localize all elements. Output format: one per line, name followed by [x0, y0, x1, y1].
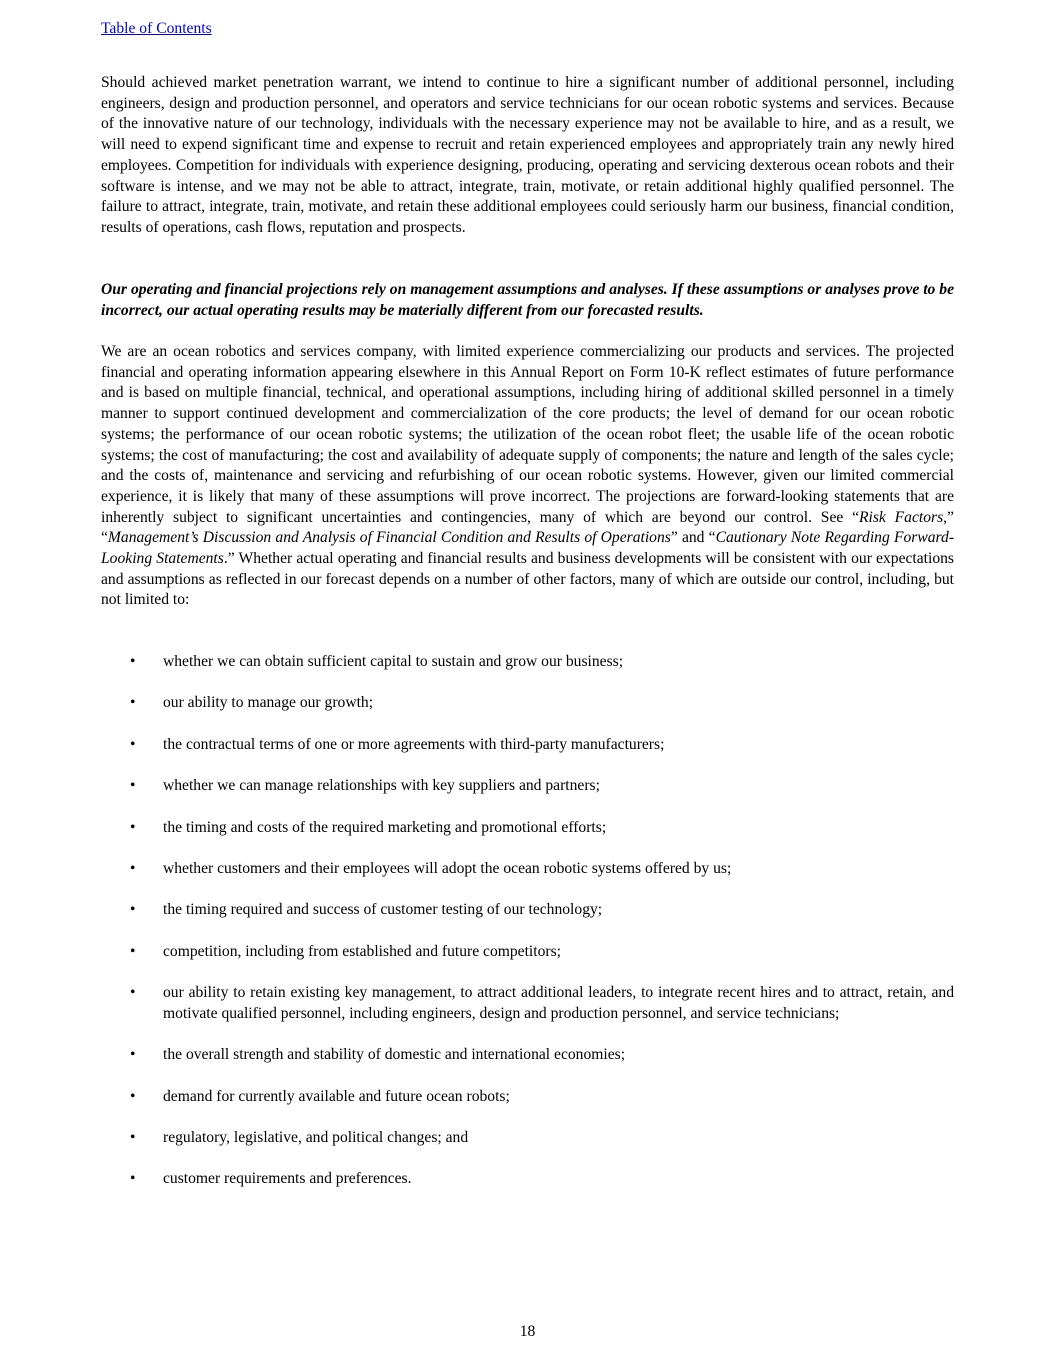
- bullet-icon: •: [130, 859, 136, 877]
- ref-mdna: Management’s Discussion and Analysis of Financial Condition and Results of Operations: [107, 529, 671, 547]
- list-item-text: the contractual terms of one or more agreements with third-party manufacturers;: [163, 735, 665, 753]
- list-item-text: our ability to manage our growth;: [163, 694, 374, 712]
- bullet-icon: •: [130, 694, 136, 712]
- list-item: [101, 859, 954, 880]
- list-item: [101, 1128, 954, 1149]
- bullet-icon: •: [130, 901, 136, 919]
- list-item: [101, 776, 954, 797]
- bullet-icon: •: [130, 1046, 136, 1064]
- list-item: [101, 1169, 954, 1190]
- list-item-text: whether we can manage relationships with key suppliers and partners;: [163, 777, 600, 795]
- list-item: [101, 735, 954, 756]
- bullet-icon: •: [130, 1170, 136, 1188]
- list-item: [101, 900, 954, 921]
- bullet-icon: •: [130, 1129, 136, 1146]
- list-item-text: competition, including from established and future competitors;: [163, 942, 561, 960]
- list-item-text: demand for currently available and future ocean robots;: [163, 1087, 510, 1105]
- ref-risk-factors: Risk Factors: [859, 508, 944, 526]
- list-item: [101, 693, 954, 714]
- risk-factor-heading: Our operating and financial projections rely on management assumptions and analyses. If these assumptions or analyses prove to be incorrect, our actual operating results may be materially different from our forecasted results.: [101, 281, 954, 319]
- paragraph-projections: [101, 342, 954, 611]
- bullet-icon: •: [130, 1087, 136, 1105]
- ref-cautionary-note: Cautionary Note Regarding Forward-Looking Statements: [101, 529, 955, 568]
- table-of-contents-link[interactable]: Table of Contents: [101, 20, 212, 37]
- bullet-icon: •: [130, 942, 136, 960]
- separator-1: ,” “: [101, 508, 954, 547]
- bullet-icon: •: [130, 653, 136, 670]
- list-item: [101, 942, 954, 963]
- list-item-text: the timing and costs of the required marketing and promotional efforts;: [163, 818, 607, 836]
- factors-list: [101, 652, 954, 1211]
- projections-text-1: We are an ocean robotics and services company, with limited experience commercializing our products and services. The projected financial and operating information appearing elsewhere in this Annual Report on Form 10-K reflect estimates of future performance and is based on multiple financial, technical, and operational assumptions, including hiring of additional skilled personnel in a timely manner to support continued development and commercialization of the core products; the level of demand for our ocean robotic systems; the performance of our ocean robotic systems; the utilization of the ocean robot fleet; the usable life of the ocean robotic systems; the cost of manufacturing; the cost and availability of adequate supply of components; the nature and length of the sales cycle; and the costs of, maintenance and servicing and refurbishing of our ocean robotic systems. However, given our limited commercial experience, it is likely that many of these assumptions will prove incorrect. The projections are forward-looking statements that are inherently subject to significant uncertainties and contingencies, many of which are beyond our control. See “: [101, 343, 954, 526]
- page-number: 18: [519, 1323, 536, 1340]
- bullet-icon: •: [130, 984, 136, 1002]
- list-item: [101, 1045, 954, 1066]
- list-item: [101, 818, 954, 839]
- bullet-icon: •: [130, 818, 136, 836]
- list-item-text: regulatory, legislative, and political changes; and: [163, 1129, 469, 1146]
- list-item-text: whether customers and their employees will adopt the ocean robotic systems offered by us;: [163, 859, 732, 877]
- list-item-text: the timing required and success of customer testing of our technology;: [163, 901, 603, 919]
- list-item: [101, 652, 954, 673]
- list-item-text: our ability to retain existing key management, to attract additional leaders, to integrate recent hires and to attract, retain, and motivate qualified personnel, including engineers, design and production personnel, and service technicians;: [163, 984, 954, 1022]
- projections-text-2: .” Whether actual operating and financial results and business developments will be consistent with our expectations and assumptions as reflected in our forecast depends on a number of other factors, many of which are outside our control, including, but not limited to:: [101, 550, 954, 609]
- bullet-icon: •: [130, 777, 136, 795]
- list-item-text: the overall strength and stability of domestic and international economies;: [163, 1046, 626, 1064]
- paragraph-personnel-hiring: Should achieved market penetration warrant, we intend to continue to hire a significant number of additional personnel, including engineers, design and production personnel, and operators and service technicians for our ocean robotic systems and services. Because of the innovative nature of our technology, individuals with the necessary experience may not be available to hire, and as a result, we will need to expend significant time and expense to recruit and retain experienced employees and appropriately train any newly hired employees. Competition for individuals with experience designing, producing, operating and servicing dexterous ocean robots and their software is intense, and we may not be able to attract, integrate, train, motivate, or retain additional highly qualified personnel. The failure to attract, integrate, train, motivate, and retain these additional employees could seriously harm our business, financial condition, results of operations, cash flows, reputation and prospects.: [101, 74, 954, 236]
- bullet-icon: •: [130, 735, 136, 753]
- list-item-text: whether we can obtain sufficient capital to sustain and grow our business;: [163, 653, 624, 670]
- list-item-text: customer requirements and preferences.: [163, 1170, 412, 1188]
- list-item: [101, 983, 954, 1024]
- list-item: [101, 1087, 954, 1108]
- separator-2: ” and “: [670, 529, 716, 547]
